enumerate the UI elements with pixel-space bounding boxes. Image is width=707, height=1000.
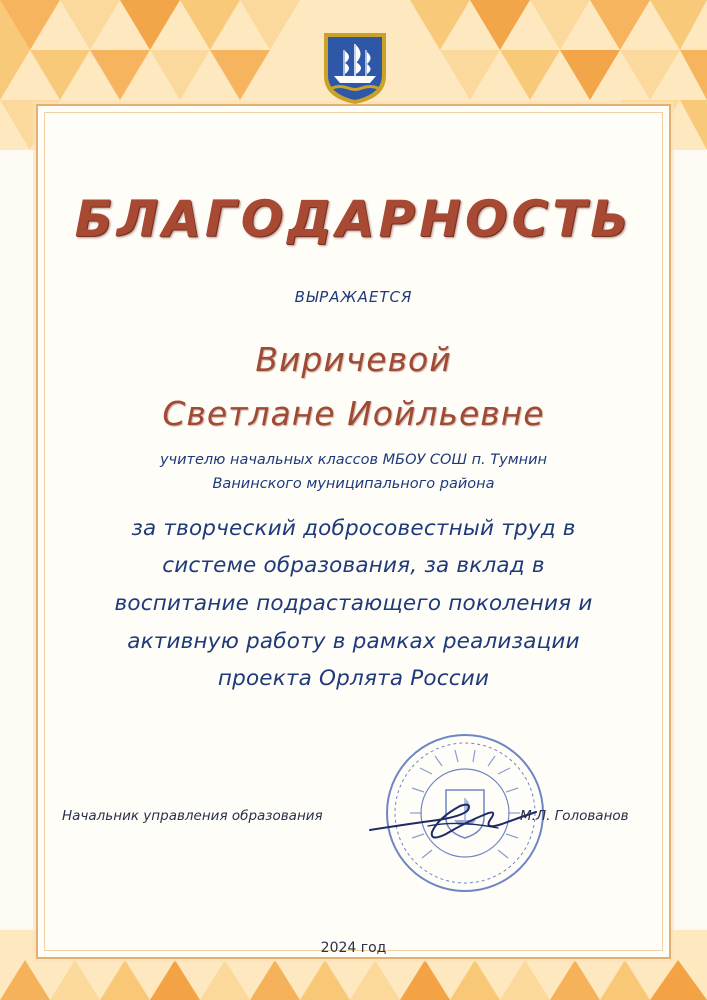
expressed-label: ВЫРАЖАЕТСЯ (294, 288, 413, 306)
reason-line: системе образования, за вклад в (162, 553, 545, 578)
reason-line: проекта Орлята России (217, 666, 490, 691)
recipient-names: Светлане Иойльевне (162, 394, 545, 433)
signatory-title: Начальник управления образования (62, 808, 323, 824)
recipient-surname: Виричевой (255, 340, 452, 379)
recipient-district-line: Ванинского муниципального района (212, 476, 495, 492)
recipient-position-line: учителю начальных классов МБОУ СОШ п. Тумнин (159, 452, 548, 468)
reason-line: воспитание подрастающего поколения и (114, 591, 593, 616)
signatory-name: М.Л. Голованов (520, 808, 629, 824)
certificate-title: БЛАГОДАРНОСТЬ (74, 190, 633, 248)
issue-year: 2024 год (320, 940, 387, 956)
reason-line: за творческий добросовестный труд в (131, 516, 576, 541)
handwritten-signature-icon (368, 790, 538, 850)
reason-line: активную работу в рамках реализации (127, 629, 580, 654)
ship-coat-of-arms-icon (320, 30, 390, 106)
